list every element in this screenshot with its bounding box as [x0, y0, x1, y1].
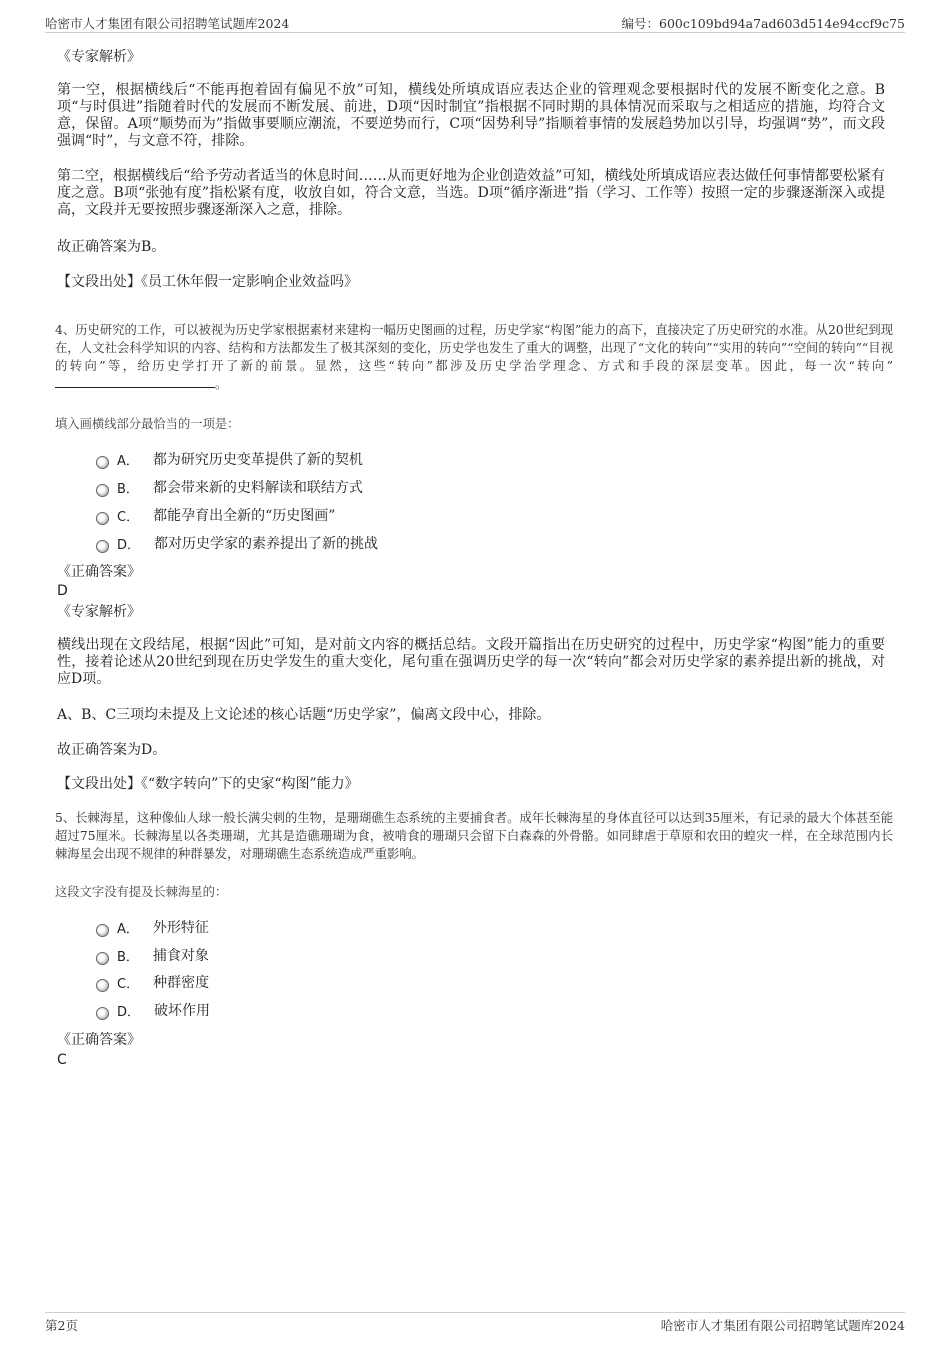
q4-source: 【文段出处】《“数字转向”下的史家“构图”能力》: [57, 776, 359, 792]
option-text: 外形特征: [152, 920, 209, 936]
option-letter: C．: [117, 976, 140, 992]
radio-button-icon[interactable]: [96, 952, 109, 965]
option-text: 破坏作用: [154, 1003, 211, 1019]
radio-button-icon[interactable]: [96, 979, 109, 992]
q4-option-d[interactable]: [96, 533, 378, 553]
q5-answer: C: [57, 1052, 67, 1068]
radio-button-icon[interactable]: [96, 484, 109, 497]
q5-option-c[interactable]: [96, 972, 209, 992]
option-text: 都会带来新的史料解读和联结方式: [152, 480, 363, 496]
option-letter: C．: [117, 509, 140, 525]
q5-question-text: 5、长棘海星，这种像仙人球一般长满尖刺的生物，是珊瑚礁生态系统的主要捕食者。成年长棘海星的身体直径可以达到35厘米，有记录的最大个体甚至能超过75厘米。长棘海星以各类珊瑚，尤其是造礁珊瑚为食，被啃食的珊瑚只会留下白森森的外骨骼。如同肆虐于草原和农田的蝗灾一样，在全球范围内长棘海星会出现不规律的种群暴发，对珊瑚礁生态系统造成严重影响。: [55, 811, 893, 861]
q4-question-text: [55, 321, 893, 393]
q4-answer-label: 《正确答案》: [57, 564, 141, 580]
page-footer: [45, 1312, 905, 1336]
q5-prompt: 这段文字没有提及长棘海星的：: [55, 885, 228, 899]
q5-option-d[interactable]: [96, 1000, 210, 1020]
q4-option-b[interactable]: [96, 477, 363, 497]
q4-option-a[interactable]: [96, 449, 363, 469]
header-serial-number: 编号：600c109bd94a7ad603d514e94ccf9c75: [621, 16, 905, 31]
footer-title: 哈密市人才集团有限公司招聘笔试题库2024: [660, 1318, 905, 1333]
radio-button-icon[interactable]: [96, 1007, 109, 1020]
option-text: 都为研究历史变革提供了新的契机: [152, 452, 363, 468]
q4-analysis-label: 《专家解析》: [57, 604, 141, 620]
q4-analysis-para1: 横线出现在文段结尾，根据“因此”可知，是对前文内容的概括总结。文段开篇指出在历史研究的过程中，历史学家“构图”能力的重要性，接着论述从20世纪到现在历史学发生的重大变化，尾句重在强调历史学的每一次“转向”都会对历史学家的素养提出新的挑战，对应D项。: [57, 637, 885, 687]
option-text: 种群密度: [153, 975, 210, 991]
q4-question-end: 。: [215, 377, 228, 391]
q3-source: 【文段出处】《员工休年假一定影响企业效益吗》: [57, 274, 358, 290]
option-text: 都能孕育出全新的“历史图画”: [153, 508, 336, 524]
q3-analysis-para2: 第二空，根据横线后“给予劳动者适当的休息时间……从而更好地为企业创造效益”可知，横线处所填成语应表达做任何事情都要松紧有度之意。B项“张弛有度”指松紧有度，收放自如，符合文意，当选。D项“循序渐进”指（学习、工作等）按照一定的步骤逐渐深入或提高，文段并无要按照步骤逐渐深入之意，排除。: [57, 168, 885, 218]
option-text: 捕食对象: [152, 948, 209, 964]
q3-conclusion: 故正确答案为B。: [57, 239, 166, 255]
option-letter: D．: [117, 1004, 141, 1020]
q3-analysis-label: 《专家解析》: [57, 49, 141, 65]
q3-analysis-para1: 第一空，根据横线后“不能再抱着固有偏见不放”可知，横线处所填成语应表达企业的管理观念要根据时代的发展不断变化之意。B项“与时俱进”指随着时代的发展而不断发展、前进，D项“因时制宜”指根据不同时期的具体情况而采取与之相适应的措施，均符合文意，保留。A项“顺势而为”指做事要顺应潮流，不要逆势而行，C项“因势利导”指顺着事情的发展趋势加以引导，均强调“势”，而文段强调“时”，与文意不符，排除。: [57, 82, 885, 149]
page-number: 第2页: [45, 1318, 78, 1333]
option-letter: D．: [117, 537, 141, 553]
radio-button-icon[interactable]: [96, 540, 109, 553]
page-header: [45, 14, 905, 33]
radio-button-icon[interactable]: [96, 456, 109, 469]
q4-option-c[interactable]: [96, 505, 335, 525]
option-letter: A．: [117, 921, 139, 937]
q5-option-a[interactable]: [96, 917, 209, 937]
option-letter: B．: [117, 481, 139, 497]
option-letter: A．: [117, 453, 139, 469]
q4-question-body: 4、历史研究的工作，可以被视为历史学家根据素材来建构一幅历史图画的过程，历史学家“构图”能力的高下，直接决定了历史研究的水准。从20世纪到现在，人文社会科学知识的内容、结构和方法都发生了极其深刻的变化，历史学也发生了重大的调整，出现了“文化的转向”“实用的转向”“空间的转向”“目视的转向”等，给历史学打开了新的前景。显然，这些“转向”都涉及历史学治学理念、方式和手段的深层变革。因此，每一次“转向”: [55, 323, 893, 373]
q5-option-b[interactable]: [96, 945, 209, 965]
radio-button-icon[interactable]: [96, 924, 109, 937]
q4-prompt: 填入画横线部分最恰当的一项是：: [55, 417, 240, 431]
q4-answer-blank: [55, 375, 215, 388]
radio-button-icon[interactable]: [96, 512, 109, 525]
q4-conclusion: 故正确答案为D。: [57, 742, 167, 758]
option-text: 都对历史学家的素养提出了新的挑战: [154, 536, 379, 552]
option-letter: B．: [117, 949, 139, 965]
q4-analysis-para2: A、B、C三项均未提及上文论述的核心话题“历史学家”，偏离文段中心，排除。: [57, 707, 551, 723]
q5-answer-label: 《正确答案》: [57, 1032, 141, 1048]
header-title: 哈密市人才集团有限公司招聘笔试题库2024: [45, 16, 290, 31]
q4-answer: D: [57, 583, 68, 599]
